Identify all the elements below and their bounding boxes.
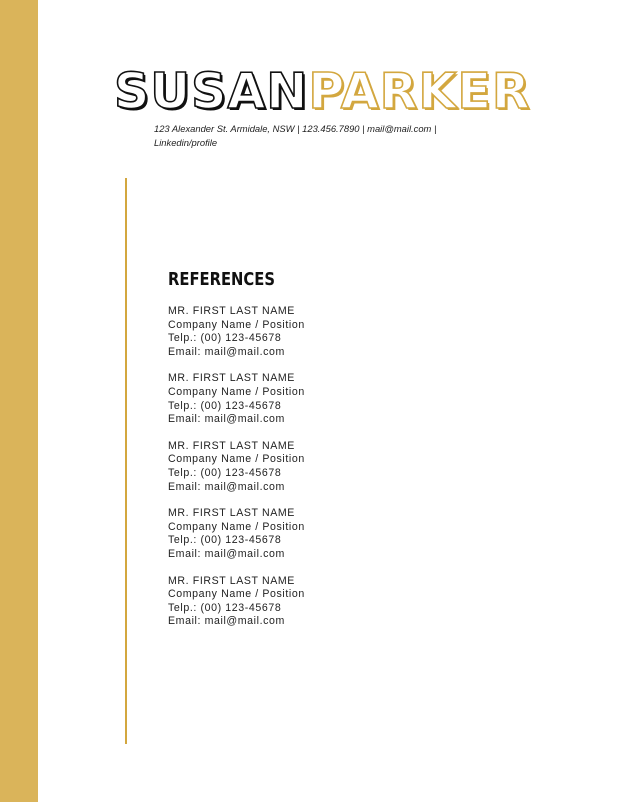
contact-info <box>154 122 464 150</box>
reference-company: Company Name / Position <box>168 385 305 398</box>
reference-entry <box>168 440 368 494</box>
reference-company: Company Name / Position <box>168 318 305 331</box>
reference-entry <box>168 305 368 359</box>
reference-company: Company Name / Position <box>168 588 305 601</box>
reference-email: Email: mail@mail.com <box>168 345 285 358</box>
reference-phone: Telp.: (00) 123-45678 <box>168 466 282 479</box>
reference-email: Email: mail@mail.com <box>168 615 285 628</box>
reference-name: MR. FIRST LAST NAME <box>168 507 295 520</box>
reference-entry <box>168 575 368 629</box>
references-heading: REFERENCES <box>168 269 275 290</box>
reference-name: MR. FIRST LAST NAME <box>168 372 295 385</box>
reference-entry <box>168 372 368 426</box>
reference-company: Company Name / Position <box>168 520 305 533</box>
reference-name: MR. FIRST LAST NAME <box>168 439 295 452</box>
reference-email: Email: mail@mail.com <box>168 480 285 493</box>
contact-line-address: 123 Alexander St. Armidale, NSW | 123.456.7890 | mail@mail.com | <box>154 123 437 134</box>
gold-sidebar-bar <box>0 0 38 802</box>
reference-company: Company Name / Position <box>168 453 305 466</box>
last-name: PARKER <box>308 63 531 120</box>
reference-entry <box>168 507 368 561</box>
contact-line-linkedin: Linkedin/profile <box>154 137 218 148</box>
reference-phone: Telp.: (00) 123-45678 <box>168 332 282 345</box>
reference-name: MR. FIRST LAST NAME <box>168 305 295 317</box>
reference-phone: Telp.: (00) 123-45678 <box>168 399 282 412</box>
reference-name: MR. FIRST LAST NAME <box>168 574 295 587</box>
vertical-divider-line <box>125 178 127 744</box>
references-list <box>168 305 368 642</box>
applicant-name <box>114 64 531 120</box>
reference-phone: Telp.: (00) 123-45678 <box>168 601 282 614</box>
reference-phone: Telp.: (00) 123-45678 <box>168 534 282 547</box>
first-name: SUSAN <box>114 63 309 120</box>
reference-email: Email: mail@mail.com <box>168 547 285 560</box>
reference-email: Email: mail@mail.com <box>168 413 285 426</box>
